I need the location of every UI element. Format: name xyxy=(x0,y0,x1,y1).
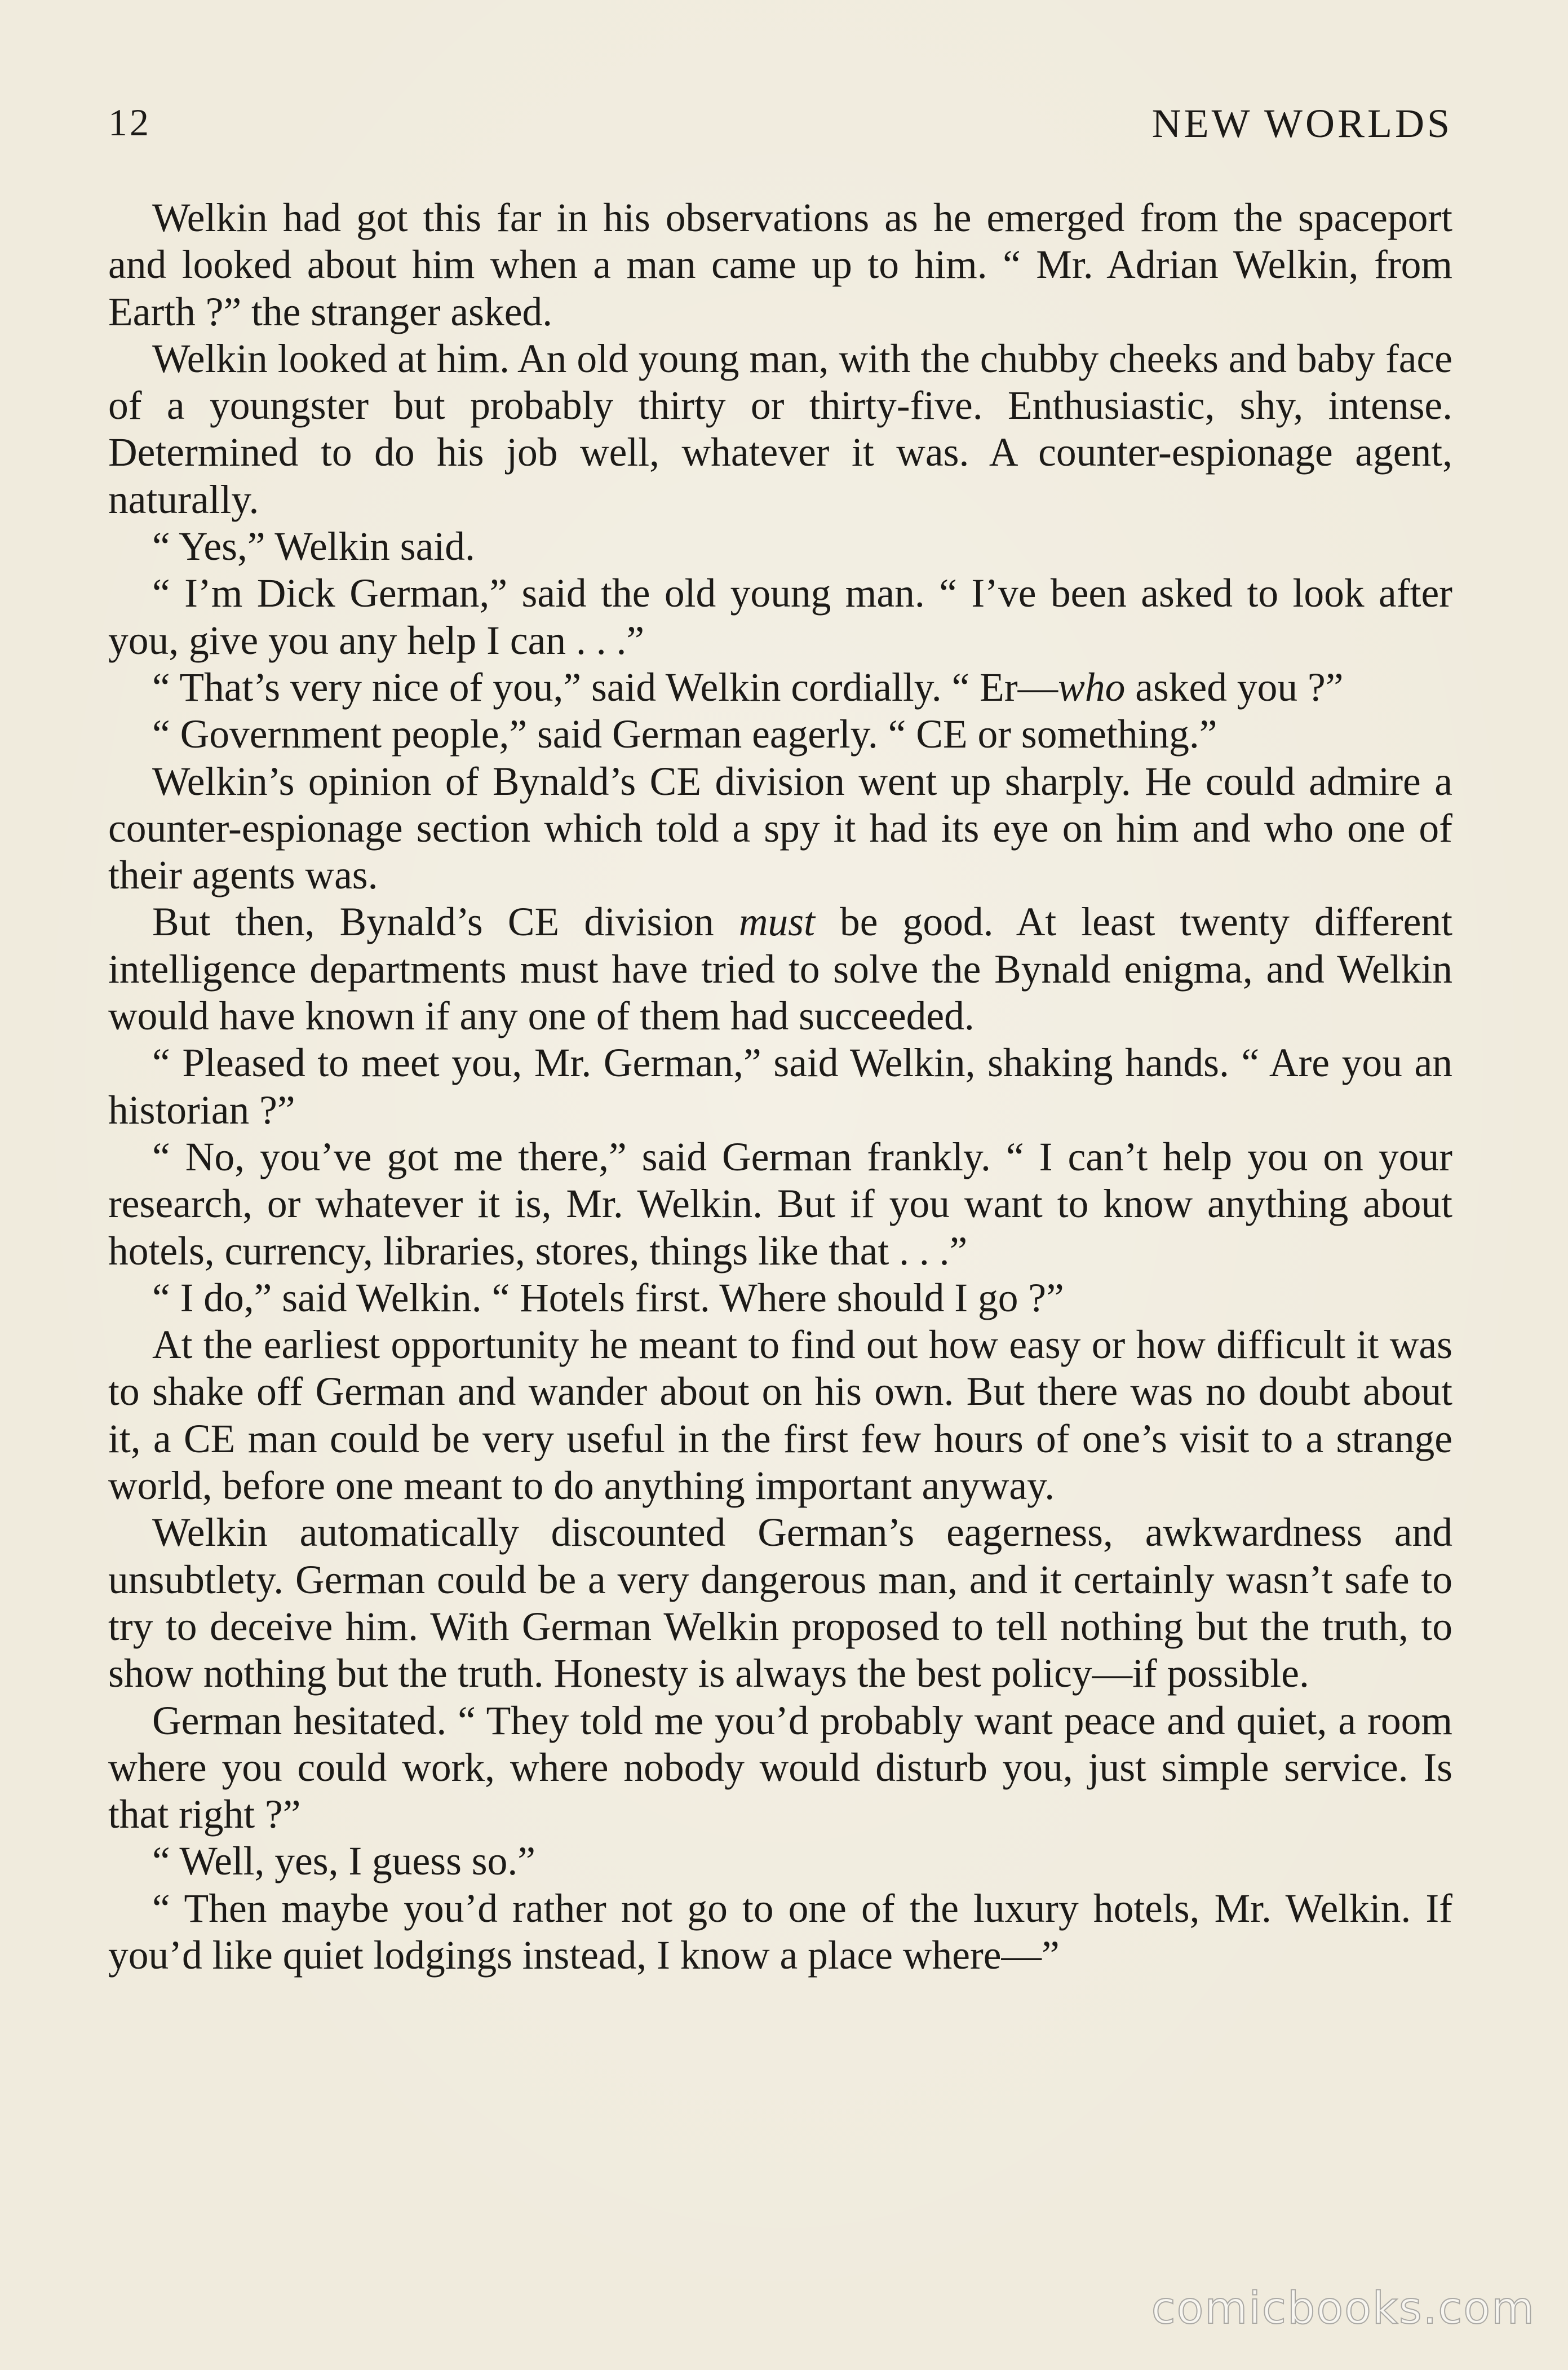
paragraph-5-part-2: asked you ?” xyxy=(1125,665,1344,710)
paragraph-5-part-1: “ That’s very nice of you,” said Welkin cordially. “ Er— xyxy=(152,665,1058,710)
paragraph-16: “ Then maybe you’d rather not go to one of the luxury hotels, Mr. Welkin. If you’d like quiet lodgings instead, I know a place where—” xyxy=(108,1886,1452,1978)
story-text xyxy=(108,194,1452,1979)
paragraph-8-part-1: But then, Bynald’s CE division xyxy=(152,900,739,945)
paragraph-13: Welkin automatically discounted German’s eagerness, awkwardness and unsubtlety. German could be a very dangerous man, and it certainly wasn’t safe to try to deceive him. With German Welkin proposed to tell nothing but the truth, to show nothing but the truth. Honesty is always the best policy—if possible. xyxy=(108,1510,1452,1696)
paragraph-3: “ Yes,” Welkin said. xyxy=(152,524,475,569)
paragraph-8-part-2: be good. At least twenty different intelligence departments must have tried to solve the Bynald enigma, and Welkin would have known if any one of them had succeeded. xyxy=(108,900,1452,1039)
paragraph-2: Welkin looked at him. An old young man, with the chubby cheeks and baby face of a youngster but probably thirty or thirty-five. Enthusiastic, shy, intense. Determined to do his job well, whatever it was. A counter-espionage agent, naturally. xyxy=(108,336,1452,522)
paragraph-10: “ No, you’ve got me there,” said German frankly. “ I can’t help you on your research, or whatever it is, Mr. Welkin. But if you want to know anything about hotels, currency, libraries, stores, things like that . . .” xyxy=(108,1134,1452,1274)
paragraph-4: “ I’m Dick German,” said the old young man. “ I’ve been asked to look after you, give you any help I can . . .” xyxy=(108,571,1452,663)
page-number: 12 xyxy=(108,101,151,144)
paragraph-15: “ Well, yes, I guess so.” xyxy=(152,1839,535,1884)
paragraph-8-emphasis: must xyxy=(738,900,815,945)
paragraph-6: “ Government people,” said German eagerly. “ CE or something.” xyxy=(152,712,1217,757)
journal-title: NEW WORLDS xyxy=(1151,101,1452,146)
paragraph-5-emphasis: who xyxy=(1058,665,1126,710)
paragraph-7: Welkin’s opinion of Bynald’s CE division went up sharply. He could admire a counter-espionage section which told a spy it had its eye on him and who one of their agents was. xyxy=(108,759,1452,898)
paragraph-11: “ I do,” said Welkin. “ Hotels first. Where should I go ?” xyxy=(152,1275,1064,1320)
paragraph-5 xyxy=(108,664,1452,711)
paragraph-1: Welkin had got this far in his observations as he emerged from the spaceport and looked about him when a man came up to him. “ Mr. Adrian Welkin, from Earth ?” the stranger asked. xyxy=(108,196,1452,334)
paragraph-9: “ Pleased to meet you, Mr. German,” said Welkin, shaking hands. “ Are you an historian ?” xyxy=(108,1041,1452,1133)
watermark: comicbooks.com xyxy=(1151,2283,1535,2334)
paragraph-8 xyxy=(108,899,1452,1040)
paragraph-12: At the earliest opportunity he meant to find out how easy or how difficult it was to shake off German and wander about on his own. But there was no doubt about it, a CE man could be very useful in the first few hours of one’s visit to a strange world, before one meant to do anything important anyway. xyxy=(108,1323,1452,1509)
running-head xyxy=(108,100,1452,151)
paragraph-14: German hesitated. “ They told me you’d probably want peace and quiet, a room where you could work, where nobody would disturb you, just simple service. Is that right ?” xyxy=(108,1698,1452,1837)
